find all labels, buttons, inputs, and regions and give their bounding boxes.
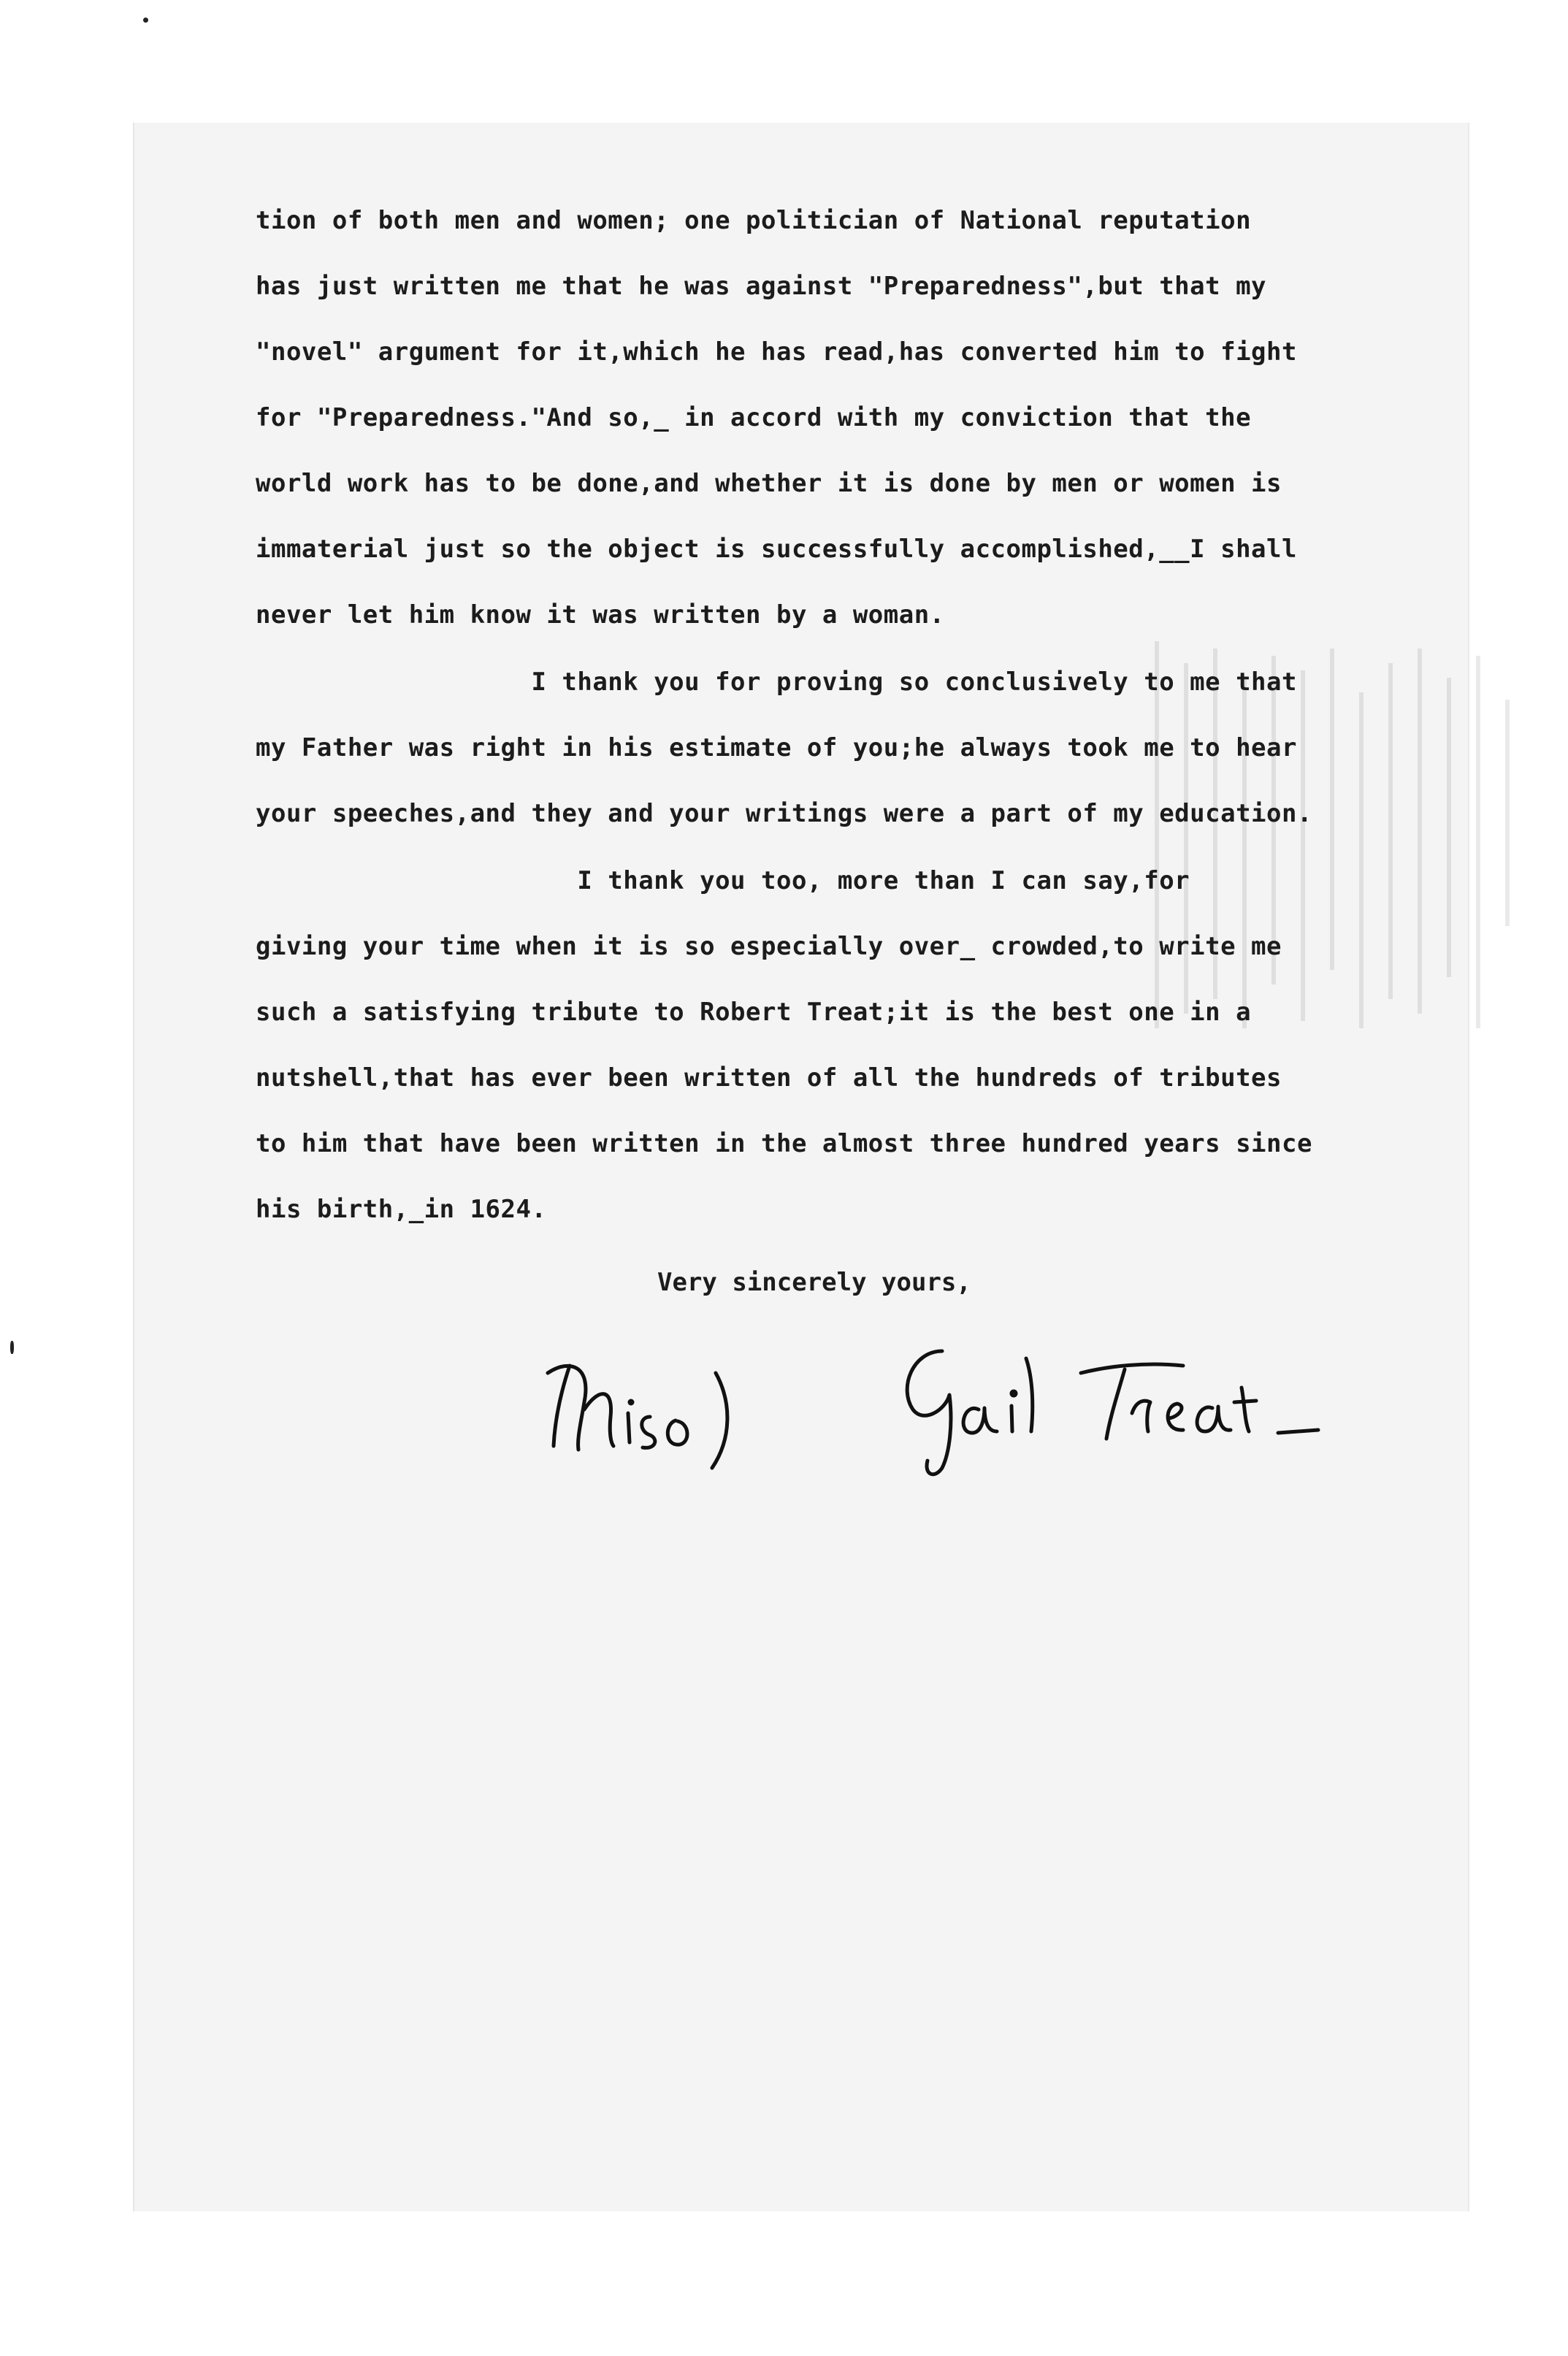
- signature-miss: [540, 1344, 760, 1475]
- body-line: nutshell,that has ever been written of all the hundreds of tributes: [256, 1063, 1282, 1093]
- body-line: my Father was right in his estimate of you;he always took me to hear: [256, 733, 1297, 762]
- signature-gail-treat: [891, 1329, 1417, 1490]
- body-line: your speeches,and they and your writings were a part of my education.: [256, 799, 1312, 828]
- body-line: I thank you too, more than I can say,for: [256, 866, 1190, 895]
- body-line: to him that have been written in the almost three hundred years since: [256, 1129, 1312, 1158]
- dust-speck: [10, 1341, 14, 1354]
- body-line: world work has to be done,and whether it is done by men or women is: [256, 469, 1282, 498]
- body-line: I thank you for proving so conclusively to me that: [256, 668, 1297, 697]
- body-line: for "Preparedness."And so,_ in accord with my conviction that the: [256, 403, 1252, 432]
- letter-sheet: [133, 123, 1469, 2211]
- body-line: giving your time when it is so especially over_ crowded,to write me: [256, 932, 1282, 961]
- complimentary-close: Very sincerely yours,: [657, 1268, 971, 1297]
- body-line: never let him know it was written by a woman.: [256, 600, 945, 630]
- body-line: immaterial just so the object is successfully accomplished,__I shall: [256, 535, 1297, 564]
- body-line: has just written me that he was against "Preparedness",but that my: [256, 272, 1267, 301]
- body-line: his birth,_in 1624.: [256, 1195, 547, 1224]
- body-line: tion of both men and women; one politician of National reputation: [256, 206, 1252, 235]
- body-line: "novel" argument for it,which he has read,has converted him to fight: [256, 337, 1297, 367]
- letter-body: [256, 206, 1312, 1224]
- dust-speck: [143, 18, 148, 23]
- body-line: such a satisfying tribute to Robert Treat;it is the best one in a: [256, 998, 1252, 1027]
